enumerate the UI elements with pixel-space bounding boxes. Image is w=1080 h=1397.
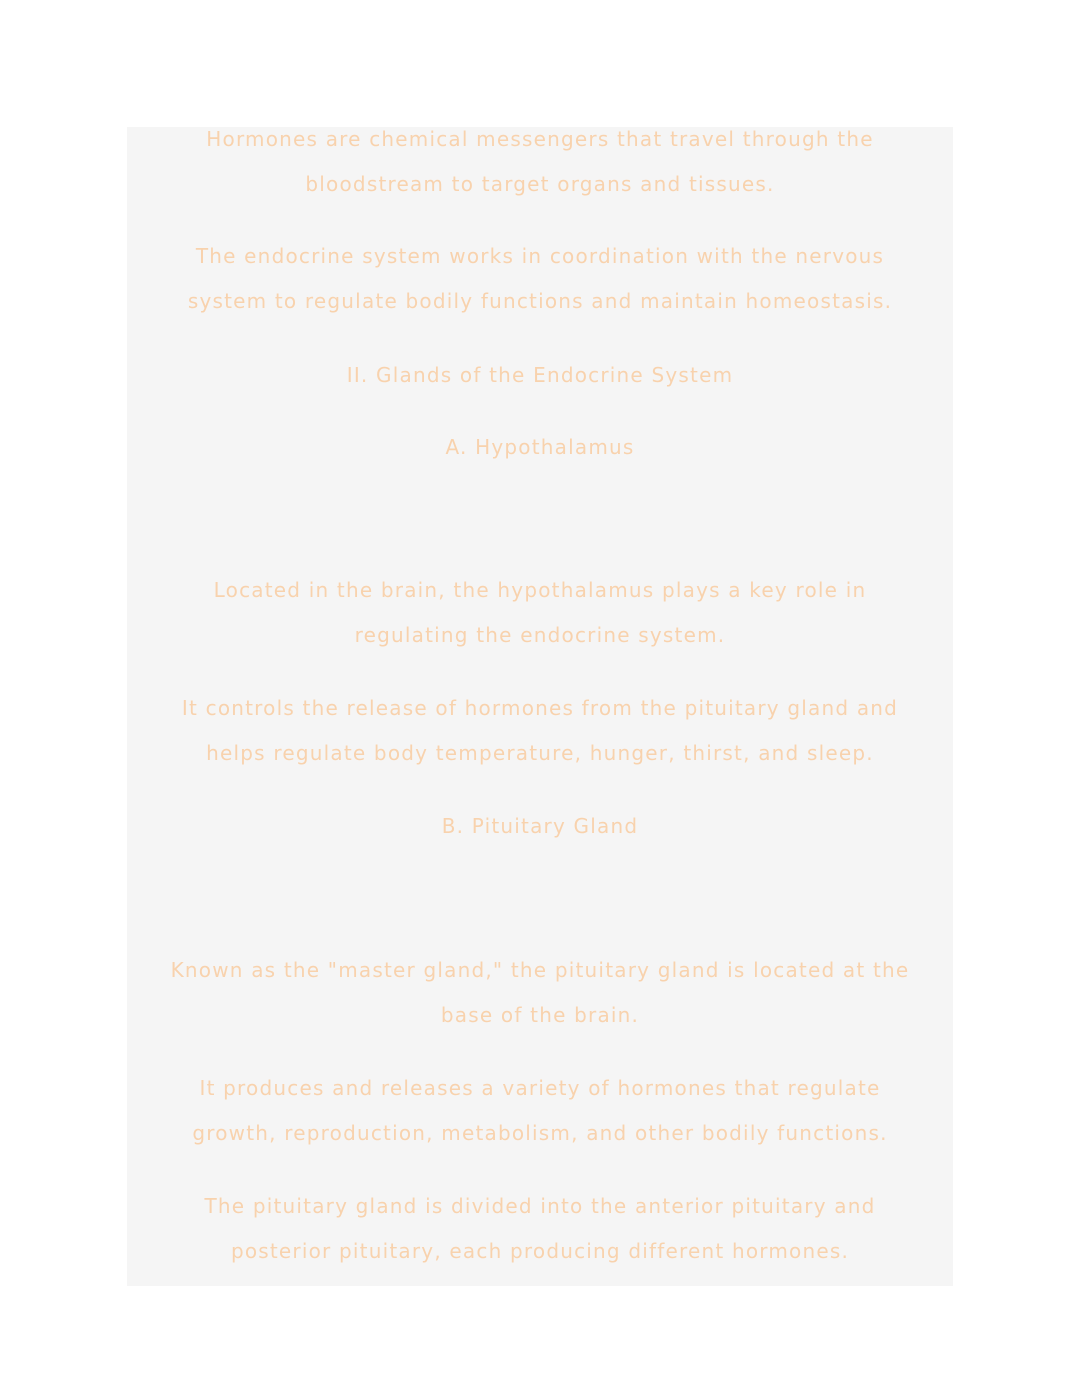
heading-line: II. Glands of the Endocrine System [346, 363, 734, 387]
endocrine-coordination-paragraph [127, 234, 953, 324]
paragraph-line: growth, reproduction, metabolism, and other bodily functions. [192, 1121, 888, 1145]
hypothalamus-function-paragraph [127, 686, 953, 776]
pituitary-division-paragraph [127, 1184, 953, 1274]
paragraph-line: system to regulate bodily functions and maintain homeostasis. [187, 289, 893, 313]
paragraph-line: It controls the release of hormones from the pituitary gland and [181, 696, 899, 720]
pituitary-hormones-paragraph [127, 1066, 953, 1156]
subheading-hypothalamus [127, 425, 953, 470]
paragraph-line: The endocrine system works in coordination with the nervous [195, 244, 885, 268]
heading-line: A. Hypothalamus [445, 435, 635, 459]
heading-line: B. Pituitary Gland [441, 814, 639, 838]
document-page [127, 127, 953, 1286]
paragraph-line: base of the brain. [440, 1003, 640, 1027]
paragraph-line: Hormones are chemical messengers that travel through the [206, 127, 874, 151]
paragraph-line: The pituitary gland is divided into the anterior pituitary and [204, 1194, 876, 1218]
paragraph-line: regulating the endocrine system. [354, 623, 726, 647]
paragraph-line: posterior pituitary, each producing different hormones. [230, 1239, 850, 1263]
hypothalamus-location-paragraph [127, 568, 953, 658]
subheading-pituitary-gland [127, 804, 953, 849]
paragraph-line: It produces and releases a variety of hormones that regulate [199, 1076, 881, 1100]
pituitary-master-gland-paragraph [127, 948, 953, 1038]
intro-hormones-paragraph [127, 117, 953, 207]
paragraph-line: Located in the brain, the hypothalamus plays a key role in [213, 578, 867, 602]
paragraph-line: Known as the "master gland," the pituitary gland is located at the [170, 958, 910, 982]
paragraph-line: bloodstream to target organs and tissues. [305, 172, 775, 196]
section-heading-glands [127, 353, 953, 398]
paragraph-line: helps regulate body temperature, hunger, thirst, and sleep. [206, 741, 874, 765]
